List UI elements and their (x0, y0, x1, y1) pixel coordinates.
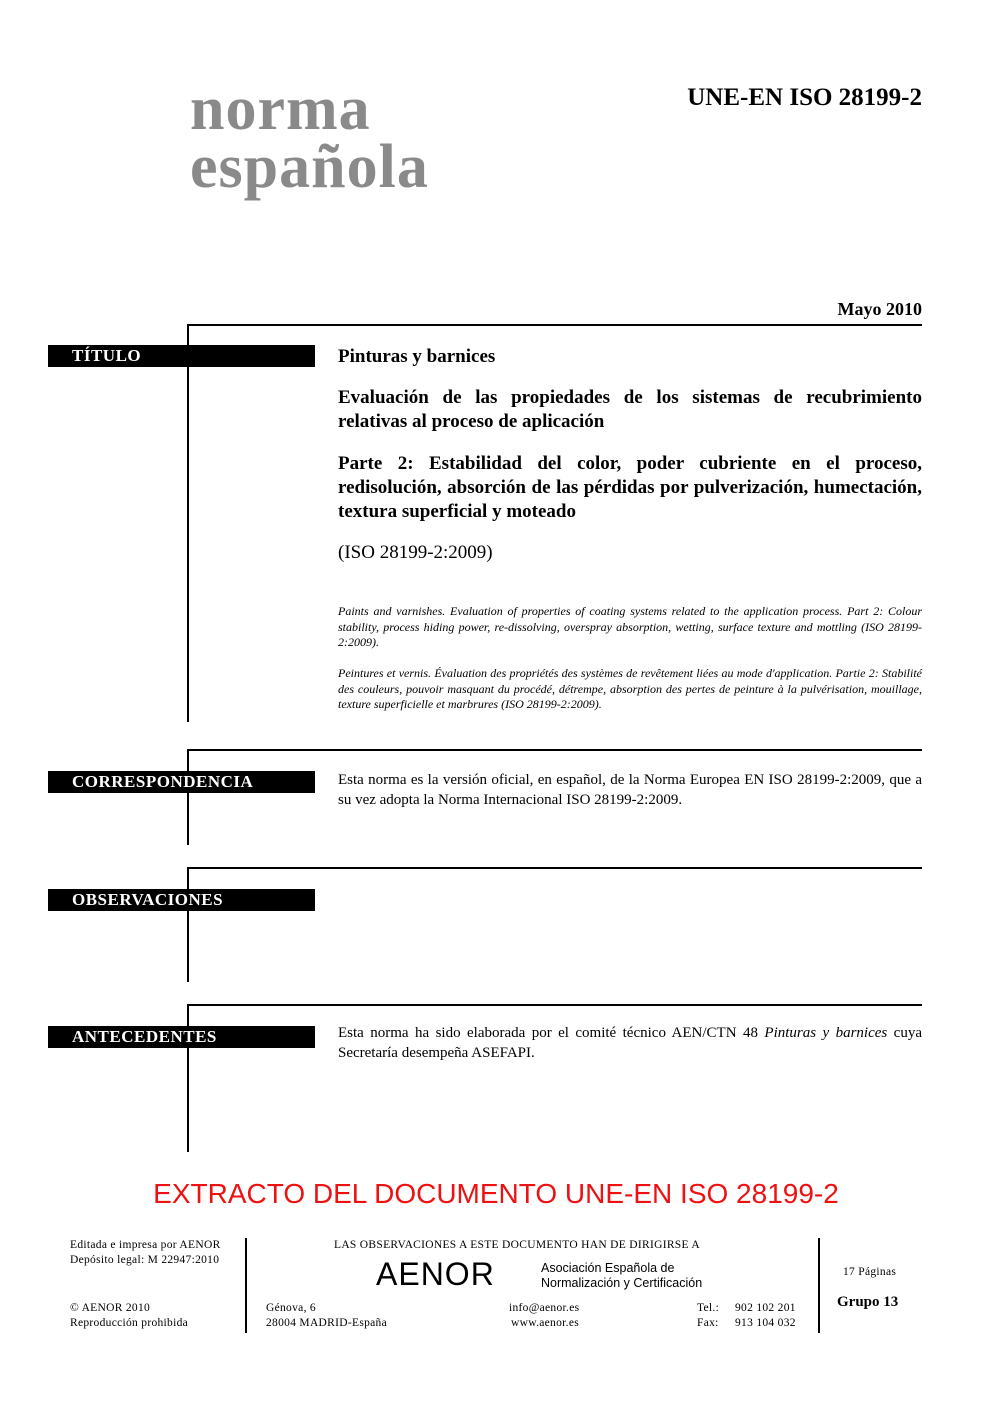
tel-value: 902 102 201 (735, 1302, 796, 1314)
price-group: Grupo 13 (837, 1294, 899, 1310)
fax-value: 913 104 032 (735, 1317, 796, 1329)
fax-label: Fax: (697, 1317, 719, 1329)
antecedentes-text-before: Esta norma ha sido elaborada por el comité técnico AEN/CTN 48 (338, 1025, 765, 1041)
aenor-logo: AENOR (376, 1256, 495, 1292)
publication-date: Mayo 2010 (837, 299, 922, 319)
page-count: 17 Páginas (843, 1266, 897, 1278)
english-title: Paints and varnishes. Evaluation of properties of coating systems related to the application process. Part 2: Colour stability, process hiding power, re-dissolving, overspray absorption, wetting, surface texture and mottling (ISO 28199-2:2009). (338, 604, 922, 649)
extract-banner: EXTRACTO DEL DOCUMENTO UNE-EN ISO 28199-2 (153, 1178, 839, 1209)
section-rule-titulo (188, 324, 922, 326)
section-label-observaciones: OBSERVACIONES (48, 889, 315, 911)
antecedentes-text-after: cuya Secretaría desempeña ASEFAPI. (338, 1025, 922, 1061)
section-label-antecedentes: ANTECEDENTES (48, 1026, 315, 1048)
aenor-logo-subtitle (541, 1261, 702, 1291)
section-vline-correspondencia (187, 749, 189, 845)
legal-deposit: Depósito legal: M 22947:2010 (70, 1254, 220, 1266)
section-label-titulo: TÍTULO (48, 345, 315, 367)
title-main: Pinturas y barnices (338, 346, 496, 367)
aenor-subtitle-line-1: Asociación Española de (541, 1261, 675, 1275)
edited-by: Editada e impresa por AENOR (70, 1239, 221, 1251)
address-city: 28004 MADRID-España (266, 1317, 388, 1329)
title-sub: Evaluación de las propiedades de los sistemas de recubrimiento relativas al proceso de aplicación (338, 387, 922, 432)
brand-line-1: norma (190, 75, 371, 143)
iso-reference: (ISO 28199-2:2009) (338, 542, 493, 563)
copyright: © AENOR 2010 (70, 1302, 151, 1314)
french-title: Peintures et vernis. Évaluation des propriétés des systèmes de revêtement liées au mode d'application. Partie 2: Stabilité des couleurs, pouvoir masquant du procédé, détrempe, absorption des pertes de peinture à la pulvérisation, mouillage, texture superficielle et marbrures (ISO 28199-2:2009). (338, 666, 922, 711)
footer-separator-left (245, 1238, 247, 1333)
title-part: Parte 2: Estabilidad del color, poder cubriente en el proceso, redisolución, absorción de las pérdidas por pulverización, humectación, textura superficial y moteado (338, 453, 922, 522)
observations-heading: LAS OBSERVACIONES A ESTE DOCUMENTO HAN DE DIRIGIRSE A (334, 1239, 700, 1251)
tel-label: Tel.: (697, 1302, 720, 1314)
aenor-subtitle-line-2: Normalización y Certificación (541, 1276, 703, 1290)
section-rule-observaciones (188, 867, 922, 869)
antecedentes-text (338, 1024, 922, 1063)
section-vline-observaciones (187, 867, 189, 982)
section-rule-correspondencia (188, 749, 922, 751)
address-street: Génova, 6 (266, 1302, 316, 1314)
standard-code: UNE-EN ISO 28199-2 (687, 84, 922, 111)
brand-line-2: española (190, 133, 429, 201)
reproduction-notice: Reproducción prohibida (70, 1317, 189, 1329)
section-vline-titulo (187, 324, 189, 722)
contact-email[interactable]: info@aenor.es (509, 1302, 580, 1314)
antecedentes-committee-name: Pinturas y barnices (764, 1025, 888, 1041)
footer-separator-right (818, 1238, 820, 1333)
section-rule-antecedentes (188, 1004, 922, 1006)
contact-web[interactable]: www.aenor.es (511, 1317, 580, 1329)
correspondencia-text: Esta norma es la versión oficial, en español, de la Norma Europea EN ISO 28199-2:2009, que a su vez adopta la Norma Internacional ISO 28199-2:2009. (338, 772, 922, 808)
section-label-correspondencia: CORRESPONDENCIA (48, 771, 315, 793)
brand-title (190, 75, 429, 201)
